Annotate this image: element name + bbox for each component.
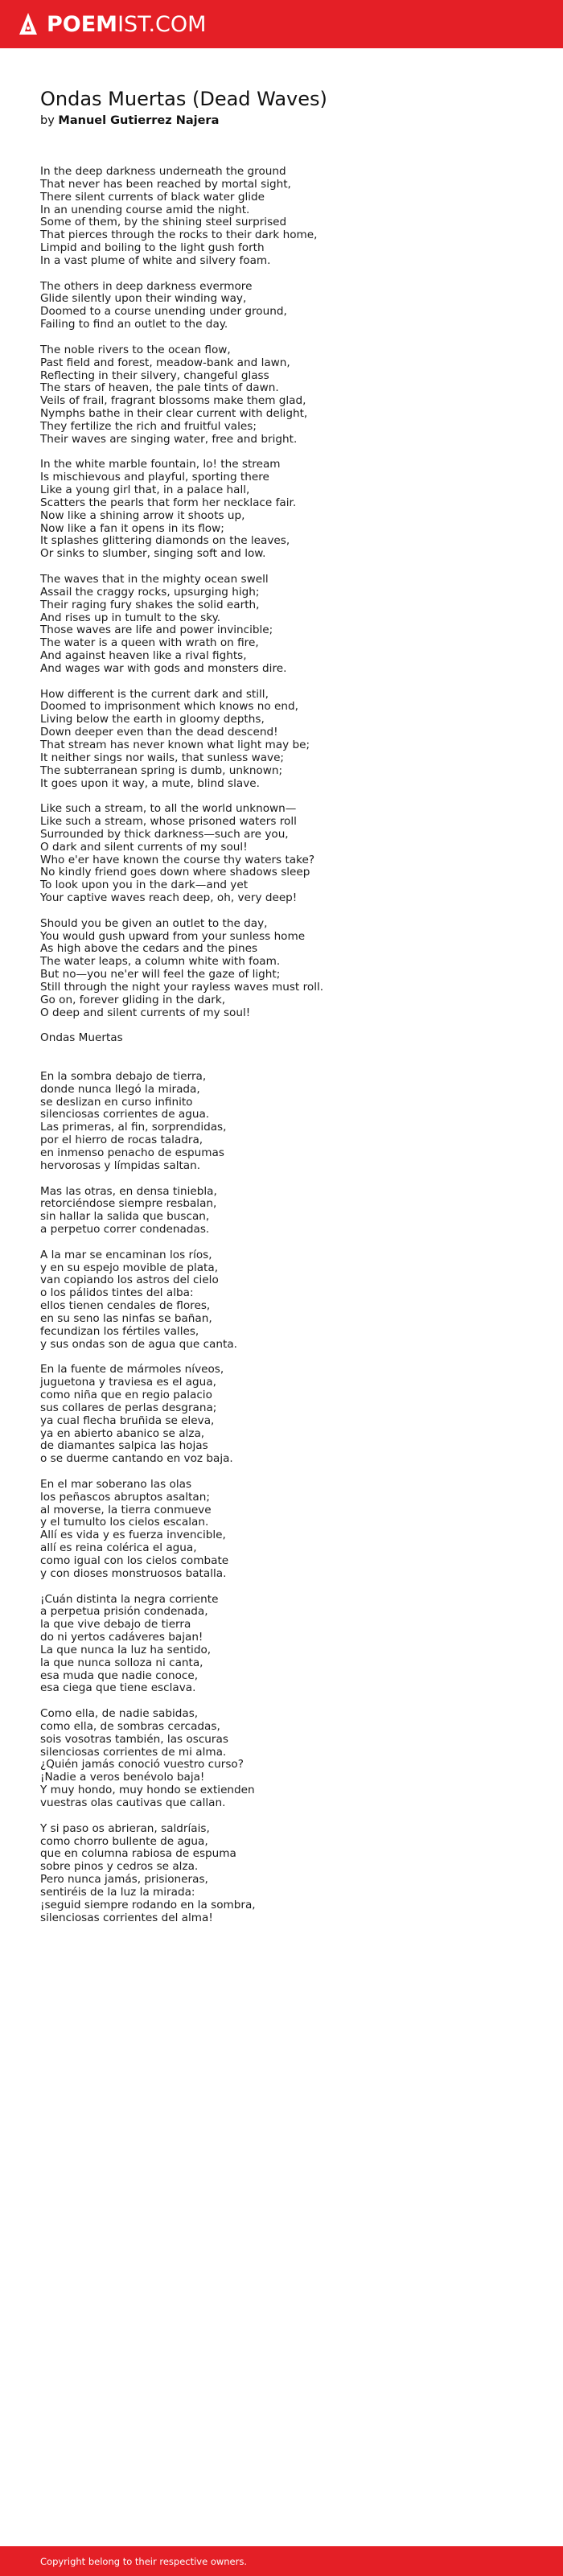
spanish-title: Ondas Muertas	[40, 1031, 123, 1045]
poem-line: Y muy hondo, muy hondo se extienden	[40, 1784, 255, 1797]
poem-line: In the white marble fountain, lo! the stream	[40, 458, 281, 471]
poem-line: In an unending course amid the night.	[40, 203, 250, 216]
poem-line: fecundizan los fértiles valles,	[40, 1324, 199, 1338]
poem-body	[40, 166, 539, 1924]
poem-line: Like such a stream, whose prisoned waters roll	[40, 815, 297, 829]
poem-line: allí es reina colérica el agua,	[40, 1541, 197, 1555]
poem-line: sobre pinos y cedros se alza.	[40, 1860, 199, 1874]
poem-line: como niña que en regio palacio	[40, 1389, 212, 1401]
poem-line: To look upon you in the dark—and yet	[40, 879, 249, 892]
poem-line: In the deep darkness underneath the ground	[40, 165, 286, 178]
poem-line: They fertilize the rich and fruitful vales;	[40, 419, 257, 433]
poem-line: Or sinks to slumber, singing soft and low.	[40, 547, 266, 561]
poem-line: Allí es vida y es fuerza invencible,	[40, 1529, 226, 1542]
poem-line: vuestras olas cautivas que callan.	[40, 1796, 226, 1809]
logo-rest-text: IST.COM	[117, 11, 207, 37]
stanza	[40, 1594, 539, 1696]
poem-content	[40, 87, 539, 1937]
poem-line: Who e'er have known the course thy waters take?	[40, 853, 315, 866]
poem-line: It neither sings nor wails, that sunless wave;	[40, 751, 285, 764]
stanza	[40, 803, 539, 905]
poem-line: Las primeras, al fin, sorprendidas,	[40, 1121, 227, 1134]
poem-line: silenciosas corrientes del alma!	[40, 1911, 213, 1924]
poem-line: sentiréis de la luz la mirada:	[40, 1885, 195, 1899]
poem-line: The others in deep darkness evermore	[40, 279, 253, 293]
poem-line: juguetona y traviesa es el agua,	[40, 1376, 216, 1389]
poem-line: It goes upon it way, a mute, blind slave.	[40, 776, 260, 790]
poem-title: Ondas Muertas (Dead Waves)	[40, 88, 327, 110]
poem-line: O dark and silent currents of my soul!	[40, 840, 248, 854]
poem-line: Nymphs bathe in their clear current with delight,	[40, 407, 308, 421]
poem-line: de diamantes salpica las hojas	[40, 1439, 208, 1453]
poem-line: Your captive waves reach deep, oh, very deep!	[40, 891, 298, 905]
poem-line: y el tumulto los cielos escalan.	[40, 1516, 209, 1529]
poem-line: The water leaps, a column white with foam.	[40, 955, 281, 969]
poem-line: Failing to find an outlet to the day.	[40, 318, 228, 331]
poem-line: sois vosotras también, las oscuras	[40, 1732, 228, 1746]
poem-line: That never has been reached by mortal sight,	[40, 177, 291, 191]
stanza	[40, 459, 539, 561]
stanza	[40, 1708, 539, 1810]
poem-line: por el hierro de rocas taladra,	[40, 1134, 203, 1147]
by-label: by	[40, 114, 55, 127]
poem-line: Is mischievous and playful, sporting there	[40, 471, 269, 484]
poem-line: The subterranean spring is dumb, unknown;	[40, 763, 283, 777]
poem-line: O deep and silent currents of my soul!	[40, 1006, 251, 1019]
spanish-version	[40, 1071, 539, 1925]
poem-line: Y si paso os abrieran, saldríais,	[40, 1821, 210, 1835]
poem-line: ¿Quién jamás conoció vuestro curso?	[40, 1758, 244, 1772]
poem-line: silenciosas corrientes de mi alma.	[40, 1745, 227, 1759]
poem-line: That stream has never known what light may be;	[40, 738, 310, 751]
stanza	[40, 344, 539, 446]
poem-line: ¡Nadie a veros benévolo baja!	[40, 1771, 205, 1784]
poem-line: Pero nunca jamás, prisioneras,	[40, 1873, 208, 1887]
poem-line: Surrounded by thick darkness—such are you,	[40, 827, 289, 841]
poem-line: a perpetuo correr condenadas.	[40, 1223, 210, 1237]
poem-line: Doomed to imprisonment which knows no end,	[40, 700, 298, 714]
poem-line: Go on, forever gliding in the dark,	[40, 993, 226, 1006]
stanza	[40, 1249, 539, 1352]
poem-line: Doomed to a course unending under ground,	[40, 305, 287, 319]
poem-line: Living below the earth in gloomy depths,	[40, 713, 265, 726]
site-header	[0, 0, 563, 48]
poem-line: The waves that in the mighty ocean swell	[40, 573, 269, 586]
poem-line: donde nunca llegó la mirada,	[40, 1082, 200, 1096]
poem-line: ¡Cuán distinta la negra corriente	[40, 1592, 219, 1606]
poem-line: Like such a stream, to all the world unknown—	[40, 802, 297, 816]
poem-line: There silent currents of black water glide	[40, 190, 265, 204]
poem-line: y en su espejo movible de plata,	[40, 1261, 219, 1274]
poem-line: como ella, de sombras cercadas,	[40, 1719, 220, 1733]
poem-line: And rises up in tumult to the sky.	[40, 611, 221, 624]
poem-line: silenciosas corrientes de agua.	[40, 1108, 210, 1121]
poem-line: You would gush upward from your sunless home	[40, 929, 306, 943]
poem-line: la que vive debajo de tierra	[40, 1618, 191, 1632]
english-version	[40, 166, 539, 1020]
copyright-text: Copyright belong to their respective owners.	[40, 2555, 248, 2567]
poem-line: esa muda que nadie conoce,	[40, 1669, 199, 1682]
pen-nib-icon[interactable]	[18, 12, 39, 36]
poem-line: En la sombra debajo de tierra,	[40, 1069, 207, 1083]
poem-line: Their waves are singing water, free and bright.	[40, 432, 298, 446]
poem-line: y con dioses monstruosos batalla.	[40, 1566, 227, 1580]
poem-line: Their raging fury shakes the solid earth,	[40, 598, 260, 611]
stanza	[40, 1364, 539, 1466]
stanza	[40, 689, 539, 791]
poem-line: en su seno las ninfas se bañan,	[40, 1311, 212, 1325]
poem-line: Still through the night your rayless waves must roll.	[40, 981, 324, 994]
poem-line: Like a young girl that, in a palace hall,	[40, 484, 250, 497]
poem-line: And against heaven like a rival fights,	[40, 649, 247, 663]
poem-line: al moverse, la tierra conmueve	[40, 1503, 212, 1516]
stanza	[40, 1823, 539, 1925]
poem-line: How different is the current dark and still,	[40, 687, 269, 701]
site-footer	[0, 2546, 563, 2576]
poem-line: como chorro bullente de agua,	[40, 1834, 208, 1848]
poem-line: se deslizan en curso infinito	[40, 1095, 193, 1109]
poem-line: hervorosas y límpidas saltan.	[40, 1158, 201, 1172]
poem-line: y sus ondas son de agua que canta.	[40, 1337, 237, 1351]
poem-line: And wages war with gods and monsters dire.	[40, 661, 287, 675]
poem-line: Now like a shining arrow it shoots up,	[40, 508, 245, 522]
poem-line: A la mar se encaminan los ríos,	[40, 1248, 212, 1261]
poem-line: Some of them, by the shining steel surprised	[40, 216, 287, 229]
poem-line: En el mar soberano las olas	[40, 1477, 192, 1491]
poem-line: Reflecting in their silvery, changeful glass	[40, 368, 269, 382]
poem-line: It splashes glittering diamonds on the leaves,	[40, 534, 290, 548]
poem-line: Should you be given an outlet to the day,	[40, 916, 268, 930]
poem-line: retorciéndose siempre resbalan,	[40, 1197, 217, 1211]
poem-line: Mas las otras, en densa tiniebla,	[40, 1184, 217, 1198]
poem-line: ya cual flecha bruñida se eleva,	[40, 1414, 215, 1427]
poem-line: como igual con los cielos combate	[40, 1553, 229, 1567]
stanza	[40, 1479, 539, 1581]
poem-line: The noble rivers to the ocean flow,	[40, 343, 231, 356]
author-name[interactable]: Manuel Gutierrez Najera	[58, 114, 220, 127]
poem-line: The stars of heaven, the pale tints of dawn.	[40, 381, 279, 395]
stanza	[40, 281, 539, 331]
poem-line: que en columna rabiosa de espuma	[40, 1847, 236, 1861]
poem-line: sus collares de perlas desgrana;	[40, 1401, 217, 1414]
poem-line: Past field and forest, meadow-bank and lawn,	[40, 356, 290, 369]
poem-line: ya en abierto abanico se alza,	[40, 1426, 205, 1440]
logo-bold-text: POEM	[47, 11, 118, 37]
poem-line: No kindly friend goes down where shadows sleep	[40, 866, 310, 879]
stanza	[40, 918, 539, 1020]
poem-line: ¡seguid siempre rodando en la sombra,	[40, 1898, 256, 1911]
poem-line: Assail the craggy rocks, upsurging high;	[40, 585, 260, 599]
byline	[40, 113, 539, 129]
poem-line: La que nunca la luz ha sentido,	[40, 1643, 212, 1656]
stanza	[40, 166, 539, 268]
poem-line: Veils of frail, fragrant blossoms make them glad,	[40, 394, 306, 408]
poem-line: Down deeper even than the dead descend!	[40, 726, 278, 739]
poem-line: Those waves are life and power invincible;	[40, 623, 273, 637]
poem-line: Glide silently upon their winding way,	[40, 292, 247, 306]
poem-line: o se duerme cantando en voz baja.	[40, 1452, 233, 1466]
poem-line: a perpetua prisión condenada,	[40, 1605, 208, 1619]
poem-line: Limpid and boiling to the light gush forth	[40, 241, 265, 255]
poem-line: los peñascos abruptos asaltan;	[40, 1490, 210, 1504]
poem-line: o los pálidos tintes del alba:	[40, 1286, 194, 1300]
poem-line: Como ella, de nadie sabidas,	[40, 1707, 199, 1721]
poem-line: la que nunca solloza ni canta,	[40, 1656, 203, 1669]
site-logo[interactable]	[47, 12, 206, 37]
stanza	[40, 1071, 539, 1173]
stanza	[40, 1186, 539, 1237]
poem-line: En la fuente de mármoles níveos,	[40, 1363, 224, 1376]
poem-line: Now like a fan it opens in its flow;	[40, 521, 224, 535]
poem-line: en inmenso penacho de espumas	[40, 1146, 224, 1159]
poem-line: In a vast plume of white and silvery foam.	[40, 253, 271, 267]
poem-line: esa ciega que tiene esclava.	[40, 1681, 196, 1695]
poem-line: The water is a queen with wrath on fire,	[40, 636, 259, 650]
poem-line: ellos tienen cendales de flores,	[40, 1299, 211, 1313]
poem-line: sin hallar la salida que buscan,	[40, 1210, 210, 1224]
poem-line: That pierces through the rocks to their dark home,	[40, 228, 318, 242]
poem-line: Scatters the pearls that form her necklace fair.	[40, 496, 297, 509]
poem-line: van copiando los astros del cielo	[40, 1274, 219, 1287]
stanza	[40, 574, 539, 676]
poem-line: But no—you ne'er will feel the gaze of light;	[40, 968, 281, 981]
poem-line: do ni yertos cadáveres bajan!	[40, 1631, 203, 1644]
poem-line: As high above the cedars and the pines	[40, 942, 258, 956]
